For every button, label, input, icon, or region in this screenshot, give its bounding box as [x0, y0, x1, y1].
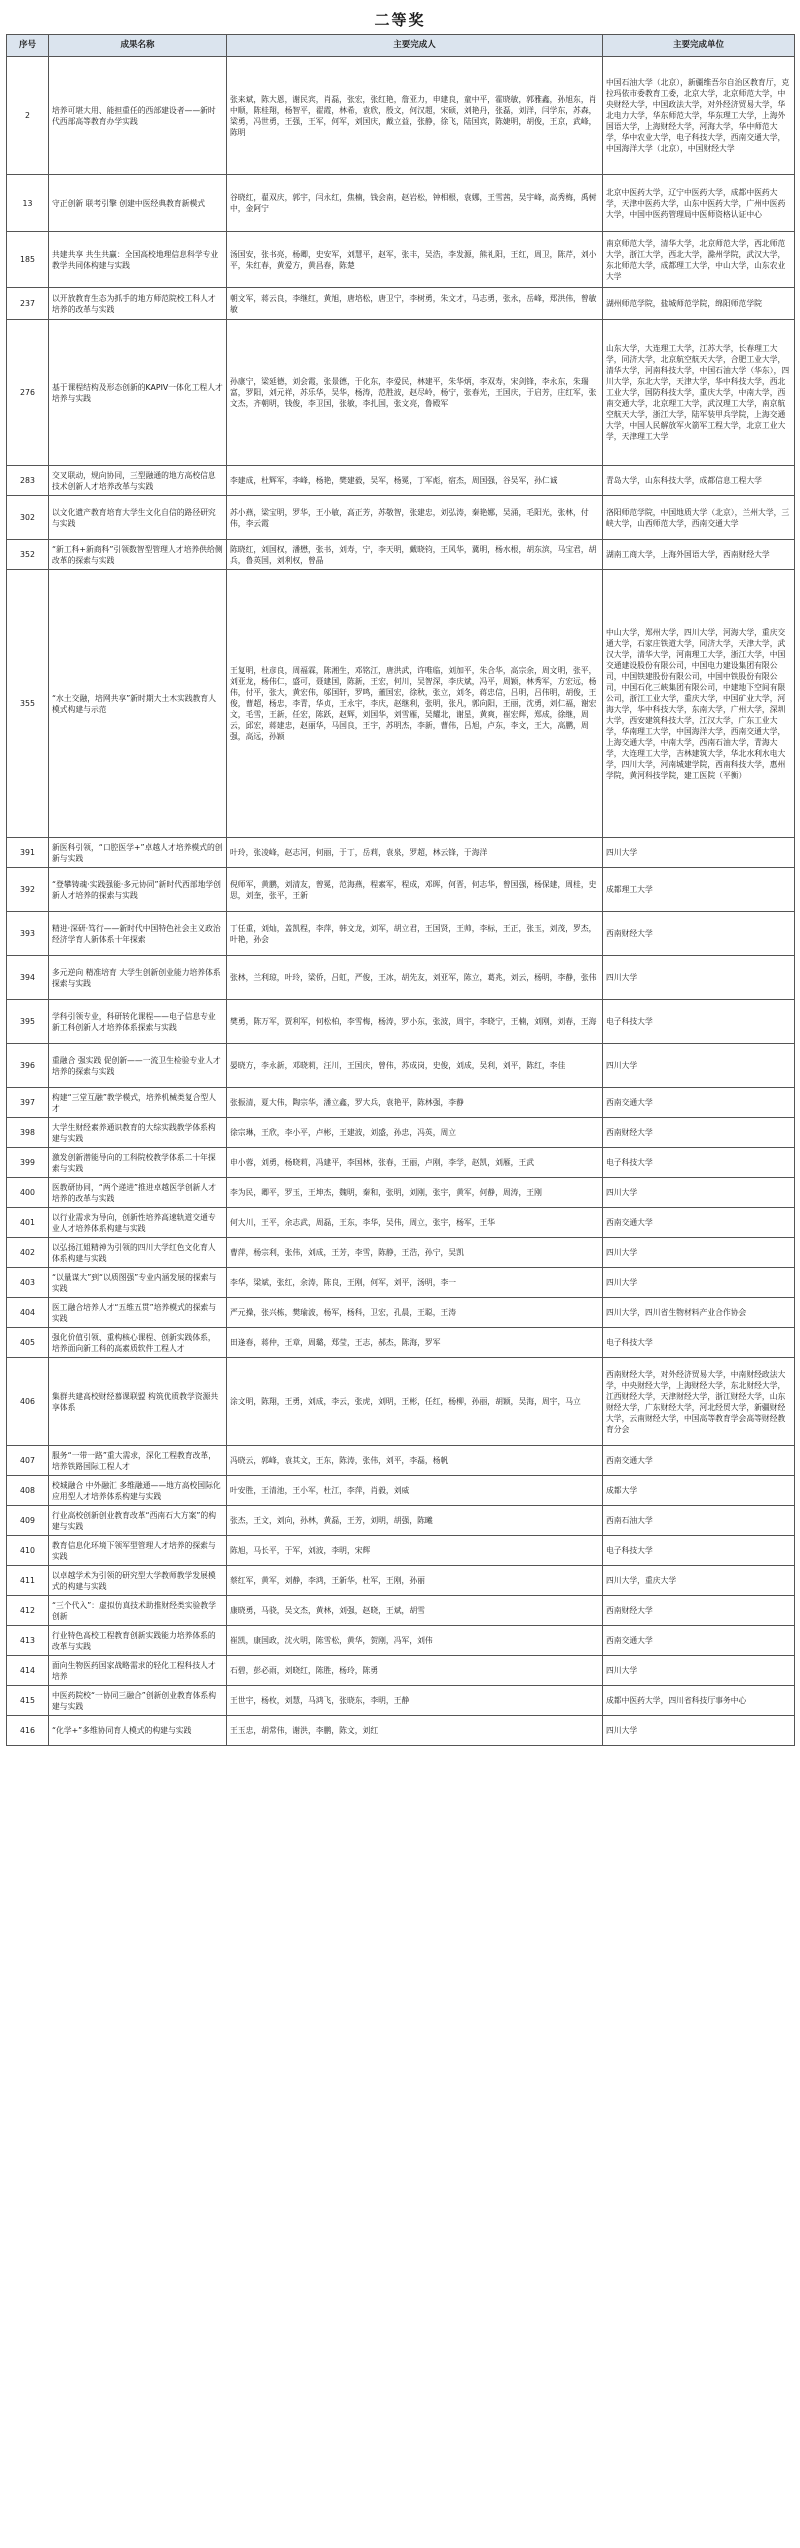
table-row [7, 912, 795, 956]
table-row [7, 57, 795, 175]
main-contributors: 冯晓云，郭峰，袁其文，王东，陈涛，张伟，刘平，李磊，杨帆 [227, 1446, 603, 1476]
row-number: 397 [7, 1088, 49, 1118]
achievement-name: 共建共享 共生共赢：全国高校地理信息科学专业教学共同体构建与实践 [49, 232, 227, 288]
table-row [7, 1208, 795, 1238]
main-contributors: 严元操，张兴栋，樊瑜波，杨军，杨科，卫宏，孔晨，王聪，王涛 [227, 1298, 603, 1328]
table-body [7, 57, 795, 1746]
achievement-name: 医工融合培养人才“五维五贯”培养模式的探索与实践 [49, 1298, 227, 1328]
row-number: 411 [7, 1566, 49, 1596]
main-units: 四川大学，重庆大学 [603, 1566, 795, 1596]
table-row [7, 1446, 795, 1476]
achievement-name: “登攀铸魂·实践强能·多元协同”新时代西部地学创新人才培养的探索与实践 [49, 868, 227, 912]
achievement-name: 培养可堪大用、能担重任的西部建设者——新时代西部高等教育办学实践 [49, 57, 227, 175]
row-number: 399 [7, 1148, 49, 1178]
table-row [7, 1686, 795, 1716]
table-row [7, 1626, 795, 1656]
main-contributors: 丁任重，刘灿，盖凯程，李萍，韩文龙，刘军，胡立君，王国贤，王帅，李标，王正，张玉，刘茂，罗杰，叶艳，孙会 [227, 912, 603, 956]
row-number: 409 [7, 1506, 49, 1536]
main-contributors: 陈晓红，刘国权，潘懋，张书，刘寿，宁，李天明，戴晓钧，王风华，冀明，杨水根，胡东滨，马宝君，胡兵，鲁英国，刘利权，曾晶 [227, 540, 603, 570]
achievement-name: “水土交融，培网共享”新时期大土木实践教育人模式构建与示范 [49, 570, 227, 838]
main-units: 西南财经大学 [603, 1118, 795, 1148]
row-number: 402 [7, 1238, 49, 1268]
header-name: 成果名称 [49, 35, 227, 57]
main-units: 西南财经大学 [603, 1596, 795, 1626]
main-contributors: 王玉忠，胡常伟，谢洪，李鹏，陈文，刘红 [227, 1716, 603, 1746]
achievement-name: 以弘扬江姐精神为引领的四川大学红色文化育人体系构建与实践 [49, 1238, 227, 1268]
achievement-name: 重融合 强实践 促创新——一流卫生检验专业人才培养的探索与实践 [49, 1044, 227, 1088]
achievement-name: 交叉联动，规向协同，三型融通的地方高校信息技术创新人才培养改革与实践 [49, 466, 227, 496]
main-units: 四川大学，四川省生物材料产业合作协会 [603, 1298, 795, 1328]
achievement-name: 服务“一带一路”重大需求，深化工程教育改革，培养铁路国际工程人才 [49, 1446, 227, 1476]
table-row [7, 1000, 795, 1044]
table-row [7, 466, 795, 496]
main-contributors: 孙康宁，梁延德，刘会霞，张景德，于化东，李爱民，林建平，朱华炳，李双寿，宋剑锋，李永东，朱瑞富，罗阳，刘元祥，苏乐华，吴华，杨涛，范胜波，赵尽岭，杨宁，张春光，王国庆，于启芳，庄红军，张文杰，齐朝明，钱俊，李卫国，张敏，李扎国，张文亮，鲁殿军 [227, 320, 603, 466]
main-contributors: 王复明，杜彦良，周福霖，陈湘生，邓铭江，唐洪武，许唯临，刘加平，朱合华，高宗余，周文明，张平，刘亚龙，杨伟仁，盛可，聂建国，陈新，王宏，何川，吴智深，李庆斌，冯平，周颖，林秀军，方宏远，杨伟，付平，张大，黄宏伟，邬国轩，罗鸣，董国宏，徐秋，张立，刘冬，蒋忠信，吕明，吕伟明，胡俊，王俊，曹超，杨忠，李青，华贞，王永宇，李庆，赵继利，张明，张凡，郭向阳，王丽，沈勇，刘仁福，谢宏文，毛雪，王新，任宏，陈跃，赵辉，刘国华，刘雪雁，吴耀北，谢星，黄爽，崔宏辉，郑成，徐继，周云，邱宏，蒋建忠，赵丽华，马国良，王宇，苏明杰，李新，曹伟，吕旭，卢东，李文，王大，高鹏，周强，高远，孙颖 [227, 570, 603, 838]
main-units: 西南交通大学 [603, 1088, 795, 1118]
achievement-name: “新工科+新商科”引领数智型管理人才培养供给侧改革的探索与实践 [49, 540, 227, 570]
achievement-name: 医教研协同，“两个递进”推进卓越医学创新人才培养的改革与实践 [49, 1178, 227, 1208]
table-row [7, 838, 795, 868]
main-units: 四川大学 [603, 956, 795, 1000]
achievement-name: 中医药院校“一协同三融合”创新创业教育体系构建与实践 [49, 1686, 227, 1716]
header-no: 序号 [7, 35, 49, 57]
main-units: 北京中医药大学，辽宁中医药大学，成都中医药大学，天津中医药大学，山东中医药大学，广州中医药大学，中国中医药管理局中医师资格认证中心 [603, 175, 795, 232]
row-number: 13 [7, 175, 49, 232]
main-units: 四川大学 [603, 1656, 795, 1686]
main-contributors: 徐宗琳，王欣，李小平，卢彬，王建波，刘盛，孙忠，冯英，周立 [227, 1118, 603, 1148]
achievement-name: 以行业需求为导向，创新性培养高速轨道交通专业人才培养体系构建与实践 [49, 1208, 227, 1238]
row-number: 393 [7, 912, 49, 956]
achievement-name: 精进·深研·笃行——新时代中国特色社会主义政治经济学育人新体系十年探索 [49, 912, 227, 956]
header-people: 主要完成人 [227, 35, 603, 57]
main-units: 电子科技大学 [603, 1148, 795, 1178]
main-units: 南京师范大学，清华大学，北京师范大学，西北师范大学，浙江大学，西北大学，滁州学院，武汉大学，东北师范大学，成都理工大学，中山大学，山东农业大学 [603, 232, 795, 288]
main-contributors: 李建成，杜辉军，李峰，杨艳，樊建毅，吴军，杨冕，丁军彪，宿杰，周国强，谷吴军，孙仁诚 [227, 466, 603, 496]
table-row [7, 175, 795, 232]
row-number: 400 [7, 1178, 49, 1208]
main-units: 湖南工商大学，上海外国语大学，西南财经大学 [603, 540, 795, 570]
table-row [7, 496, 795, 540]
achievement-name: 行业特色高校工程教育创新实践能力培养体系的改革与实践 [49, 1626, 227, 1656]
row-number: 352 [7, 540, 49, 570]
main-contributors: 蔡红军，黄军，刘静，李鸿，王新华，杜军，王刚，孙丽 [227, 1566, 603, 1596]
achievement-name: 基于课程结构及形态创新的KAPIV一体化工程人才培养与实践 [49, 320, 227, 466]
main-units: 成都中医药大学，四川省科技厅事务中心 [603, 1686, 795, 1716]
row-number: 276 [7, 320, 49, 466]
row-number: 395 [7, 1000, 49, 1044]
main-contributors: 田逢春，蒋仲，王章，周璐，郑莹，王志，郝杰，陈海，罗军 [227, 1328, 603, 1358]
achievement-name: 激发创新潜能导向的工科院校教学体系二十年探索与实践 [49, 1148, 227, 1178]
achievement-name: 集群共建高校财经慕课联盟 构筑优质教学资源共享体系 [49, 1358, 227, 1446]
table-row [7, 1298, 795, 1328]
main-units: 四川大学 [603, 1268, 795, 1298]
achievement-name: 强化价值引领、重构核心课程、创新实践体系，培养面向新工科的高素质软件工程人才 [49, 1328, 227, 1358]
row-number: 405 [7, 1328, 49, 1358]
main-contributors: 张来斌，陈大恩，谢民宾，肖磊，张宏，张红艳，詹亚力，申建良，童中平，霍晓敏，郭雅鑫，孙旭东，肖中顺，陈桂翔，杨智平，翟霞，林希，袁欣，殷文，何汉超，宋硕，刘艳丹，张磊，刘洋，闫学东，苏森，梁勇，冯世勇，王强，王军，何军，刘国庆，戴立益，张静，徐飞，陆国宾，陈婕明，胡俊，王京，武峰，陈明 [227, 57, 603, 175]
main-contributors: 汤国安，张书亮，杨卿，史安军，刘慧平，赵军，张丰，吴浩，李发源，熊礼阳，王红，周卫，陈芹，刘小平，朱红春，黄爱方，黄昌春，陈楚 [227, 232, 603, 288]
row-number: 408 [7, 1476, 49, 1506]
table-row [7, 1476, 795, 1506]
main-units: 西南财经大学 [603, 912, 795, 956]
main-contributors: 晏晓方，李永新，邓晓莉，汪川，王国庆，曾伟，苏成岗，史俊，刘成，吴利，刘平，陈红，李佳 [227, 1044, 603, 1088]
achievement-name: 教育信息化环境下领军型管理人才培养的探索与实践 [49, 1536, 227, 1566]
row-number: 401 [7, 1208, 49, 1238]
achievement-name: 面向生物医药国家战略需求的轻化工程科技人才培养 [49, 1656, 227, 1686]
award-table [6, 34, 795, 1746]
row-number: 415 [7, 1686, 49, 1716]
row-number: 403 [7, 1268, 49, 1298]
table-header-row [7, 35, 795, 57]
main-units: 四川大学 [603, 1044, 795, 1088]
main-contributors: 张杰，王文，刘向，孙林，黄磊，王芳，刘明，胡强，陈曦 [227, 1506, 603, 1536]
achievement-name: “三个代入”：虚拟仿真技术助推财经类实验教学创新 [49, 1596, 227, 1626]
main-contributors: 曹萍，杨宗利，张伟，刘成，王芳，李雪，陈静，王浩，孙宁，吴凯 [227, 1238, 603, 1268]
table-row [7, 1118, 795, 1148]
achievement-name: 新医科引领，“口腔医学+”卓越人才培养模式的创新与实践 [49, 838, 227, 868]
main-units: 西南交通大学 [603, 1626, 795, 1656]
table-row [7, 1536, 795, 1566]
row-number: 416 [7, 1716, 49, 1746]
achievement-name: 以开放教育生态为抓手的地方师范院校工科人才培养的改革与实践 [49, 288, 227, 320]
achievement-name: 多元逆向 精准培育 大学生创新创业能力培养体系探索与实践 [49, 956, 227, 1000]
table-row [7, 1716, 795, 1746]
main-units: 西南交通大学 [603, 1446, 795, 1476]
main-contributors: 陈旭，马长平，于军，刘波，李明，宋辉 [227, 1536, 603, 1566]
main-contributors: 申小蓉，刘勇，杨晓莉，冯建平，李国林，张春，王丽，卢刚，李学，赵凯，刘雁，王武 [227, 1148, 603, 1178]
row-number: 391 [7, 838, 49, 868]
page-title: 二等奖 [374, 11, 426, 29]
main-contributors: 张振清，夏大伟，陶宗华，潘立鑫，罗大兵，袁艳平，陈林强，李静 [227, 1088, 603, 1118]
row-number: 407 [7, 1446, 49, 1476]
main-contributors: 叶安胜，王清池，王小军，杜江，李萍，肖毅，刘威 [227, 1476, 603, 1506]
table-row [7, 868, 795, 912]
row-number: 302 [7, 496, 49, 540]
main-contributors: 朝文军，蒋云良，李继红，黄旭，唐培松，唐卫宁，李树勇，朱文才，马志勇，张永，岳峰，郑洪伟，曾敏敏 [227, 288, 603, 320]
row-number: 396 [7, 1044, 49, 1088]
main-units: 洛阳师范学院，中国地质大学（北京），兰州大学，三峡大学，山西师范大学，西南交通大学 [603, 496, 795, 540]
main-contributors: 李为民，卿平，罗玉，王坤杰，魏明，秦和，张明，刘刚，张宇，黄军，何静，周涛，王刚 [227, 1178, 603, 1208]
row-number: 392 [7, 868, 49, 912]
main-units: 西南交通大学 [603, 1208, 795, 1238]
main-contributors: 康晓勇，马骁，吴文杰，黄林，刘强，赵晓，王斌，胡雪 [227, 1596, 603, 1626]
achievement-name: “以量谋大”到“以质图强”专业内涵发展的探索与实践 [49, 1268, 227, 1298]
table-row [7, 320, 795, 466]
table-row [7, 1148, 795, 1178]
main-units: 青岛大学，山东科技大学，成都信息工程大学 [603, 466, 795, 496]
row-number: 404 [7, 1298, 49, 1328]
main-units: 四川大学 [603, 1716, 795, 1746]
main-units: 电子科技大学 [603, 1536, 795, 1566]
main-contributors: 何大川，王平，余志武，周磊，王东，李华，吴伟，周立，张宇，杨军，王华 [227, 1208, 603, 1238]
row-number: 237 [7, 288, 49, 320]
table-row [7, 1178, 795, 1208]
table-row [7, 1268, 795, 1298]
table-row [7, 1088, 795, 1118]
main-units: 电子科技大学 [603, 1328, 795, 1358]
main-contributors: 倪师军，黄鹏，刘清友，曾冕，范海燕，程素军，程成，邓晖，何晋，何志华，曾国强，杨保建，周桂，史思，刘奎，张平，王新 [227, 868, 603, 912]
row-number: 412 [7, 1596, 49, 1626]
achievement-name: 以卓越学术为引领的研究型大学教师教学发展模式的构建与实践 [49, 1566, 227, 1596]
table-row [7, 1656, 795, 1686]
table-row [7, 1596, 795, 1626]
main-units: 中山大学，郑州大学，四川大学，河海大学，重庆交通大学，石家庄铁道大学，同济大学，天津大学，武汉大学，清华大学，河南理工大学，浙江大学，中国交通建设股份有限公司，中国电力建设集团有限公司，中国铁建股份有限公司，中国中铁股份有限公司，中国石化三峡集团有限公司，中建地下空间有限公司，浙江工业大学，重庆大学，中国矿业大学，河海大学，华中科技大学，东南大学，广州大学，深圳大学，西安建筑科技大学，江汉大学，广东工业大学，华南理工大学，中国海洋大学，西南交通大学，上海交通大学，中南大学，西南石油大学，青海大学，大连理工大学，吉林建筑大学，华北水利水电大学，四川大学，河南城建学院，西南科技大学，惠州学院，黄河科技学院，建工医院（平衡） [603, 570, 795, 838]
row-number: 398 [7, 1118, 49, 1148]
main-contributors: 叶玲，张凌峰，赵志河，何丽，于丁，岳莉，袁泉，罗超，林云锋，于海洋 [227, 838, 603, 868]
main-contributors: 李华，梁斌，张红，余涛，陈良，王刚，何军，刘平，汤明，李一 [227, 1268, 603, 1298]
row-number: 414 [7, 1656, 49, 1686]
achievement-name: 以文化遗产教育培育大学生文化自信的路径研究与实践 [49, 496, 227, 540]
row-number: 355 [7, 570, 49, 838]
achievement-name: 行业高校创新创业教育改革“西南石大方案”的构建与实践 [49, 1506, 227, 1536]
main-units: 西南石油大学 [603, 1506, 795, 1536]
achievement-name: 学科引领专业，科研转化课程——电子信息专业新工科创新人才培养体系探索与实践 [49, 1000, 227, 1044]
table-row [7, 540, 795, 570]
table-row [7, 570, 795, 838]
main-contributors: 涂文明，陈翔，王勇，刘成，李云，张虎，刘明，王彬，任红，杨柳，孙丽，胡颖，吴海，周宇，马立 [227, 1358, 603, 1446]
main-units: 西南财经大学，对外经济贸易大学，中南财经政法大学，中央财经大学，上海财经大学，东北财经大学，江西财经大学，天津财经大学，浙江财经大学，山东财经大学，广东财经大学，河北经贸大学，新疆财经大学，云南财经大学，中国高等教育学会高等财经教育分会 [603, 1358, 795, 1446]
main-units: 电子科技大学 [603, 1000, 795, 1044]
row-number: 185 [7, 232, 49, 288]
table-row [7, 1566, 795, 1596]
main-units: 四川大学 [603, 838, 795, 868]
table-row [7, 1044, 795, 1088]
table-row [7, 1358, 795, 1446]
row-number: 413 [7, 1626, 49, 1656]
table-row [7, 288, 795, 320]
main-contributors: 石碧，彭必雨，刘晓红，陈胜，杨玲，陈勇 [227, 1656, 603, 1686]
main-units: 山东大学，大连理工大学，江苏大学，长春理工大学，同济大学，北京航空航天大学，合肥工业大学，清华大学，河南科技大学，中国石油大学（华东），四川大学，东北大学，天津大学，华中科技大学，西北工业大学，国防科技大学，重庆大学，中南大学，西南交通大学，北京理工大学，武汉理工大学，南京航空航天大学，浙江大学，陆军装甲兵学院，上海交通大学，中国人民解放军火箭军工程大学，北京工业大学，天津理工大学 [603, 320, 795, 466]
main-contributors: 樊勇，陈万军，贾利军，何松柏，李雪梅，杨涛，罗小东，张波，周宇，李晓宁，王楠，刘刚，刘春，王海 [227, 1000, 603, 1044]
achievement-name: “化学+”多维协同育人模式的构建与实践 [49, 1716, 227, 1746]
table-row [7, 1506, 795, 1536]
achievement-name: 守正创新 联考引擎 创建中医经典教育新模式 [49, 175, 227, 232]
main-units: 四川大学 [603, 1238, 795, 1268]
main-contributors: 谷晓红，翟双庆，郭宇，闫永红，焦楠，钱会南，赵岩松，钟相根，袁娜，王雪茜，吴宇峰，高秀梅，禹树中，金阿宁 [227, 175, 603, 232]
header-units: 主要完成单位 [603, 35, 795, 57]
main-units: 成都理工大学 [603, 868, 795, 912]
row-number: 406 [7, 1358, 49, 1446]
main-units: 成都大学 [603, 1476, 795, 1506]
main-contributors: 张林，兰利琼，叶玲，梁侨，吕虹，严俊，王冰，胡先友，刘亚军，陈立，葛兆，刘云，杨明，李静，张伟 [227, 956, 603, 1000]
main-units: 四川大学 [603, 1178, 795, 1208]
table-row [7, 1238, 795, 1268]
table-row [7, 232, 795, 288]
main-units: 湖州师范学院，盐城师范学院，绵阳师范学院 [603, 288, 795, 320]
table-row [7, 956, 795, 1000]
row-number: 283 [7, 466, 49, 496]
achievement-name: 大学生财经素养通识教育的大综实践教学体系构建与实践 [49, 1118, 227, 1148]
row-number: 2 [7, 57, 49, 175]
row-number: 394 [7, 956, 49, 1000]
main-contributors: 崔凯，康国政，沈火明，陈雪松，黄华，贺刚，冯军，刘伟 [227, 1626, 603, 1656]
row-number: 410 [7, 1536, 49, 1566]
achievement-name: 校城融合 中外融汇 多维融通——地方高校国际化应用型人才培养体系构建与实践 [49, 1476, 227, 1506]
main-units: 中国石油大学（北京），新疆维吾尔自治区教育厅，克拉玛依市委教育工委，北京大学，北京师范大学，中央财经大学，中国政法大学，对外经济贸易大学，华北电力大学，华东师范大学，华东理工大学，上海外国语大学，上海财经大学，河海大学，华中师范大学，华中农业大学，电子科技大学，西南交通大学，中国海洋大学（北京），中国财经大学 [603, 57, 795, 175]
achievement-name: 构建“三堂互融”教学模式，培养机械类复合型人才 [49, 1088, 227, 1118]
table-row [7, 1328, 795, 1358]
main-contributors: 苏小燕，梁宝明，罗华，王小敏，高正芳，苏敬智，张建忠，刘弘涛，秦艳娜，吴涌，毛阳光，张林，付伟，李云霞 [227, 496, 603, 540]
main-contributors: 王世宇，杨枚，刘慧，马鸿飞，张晓东，李明，王静 [227, 1686, 603, 1716]
